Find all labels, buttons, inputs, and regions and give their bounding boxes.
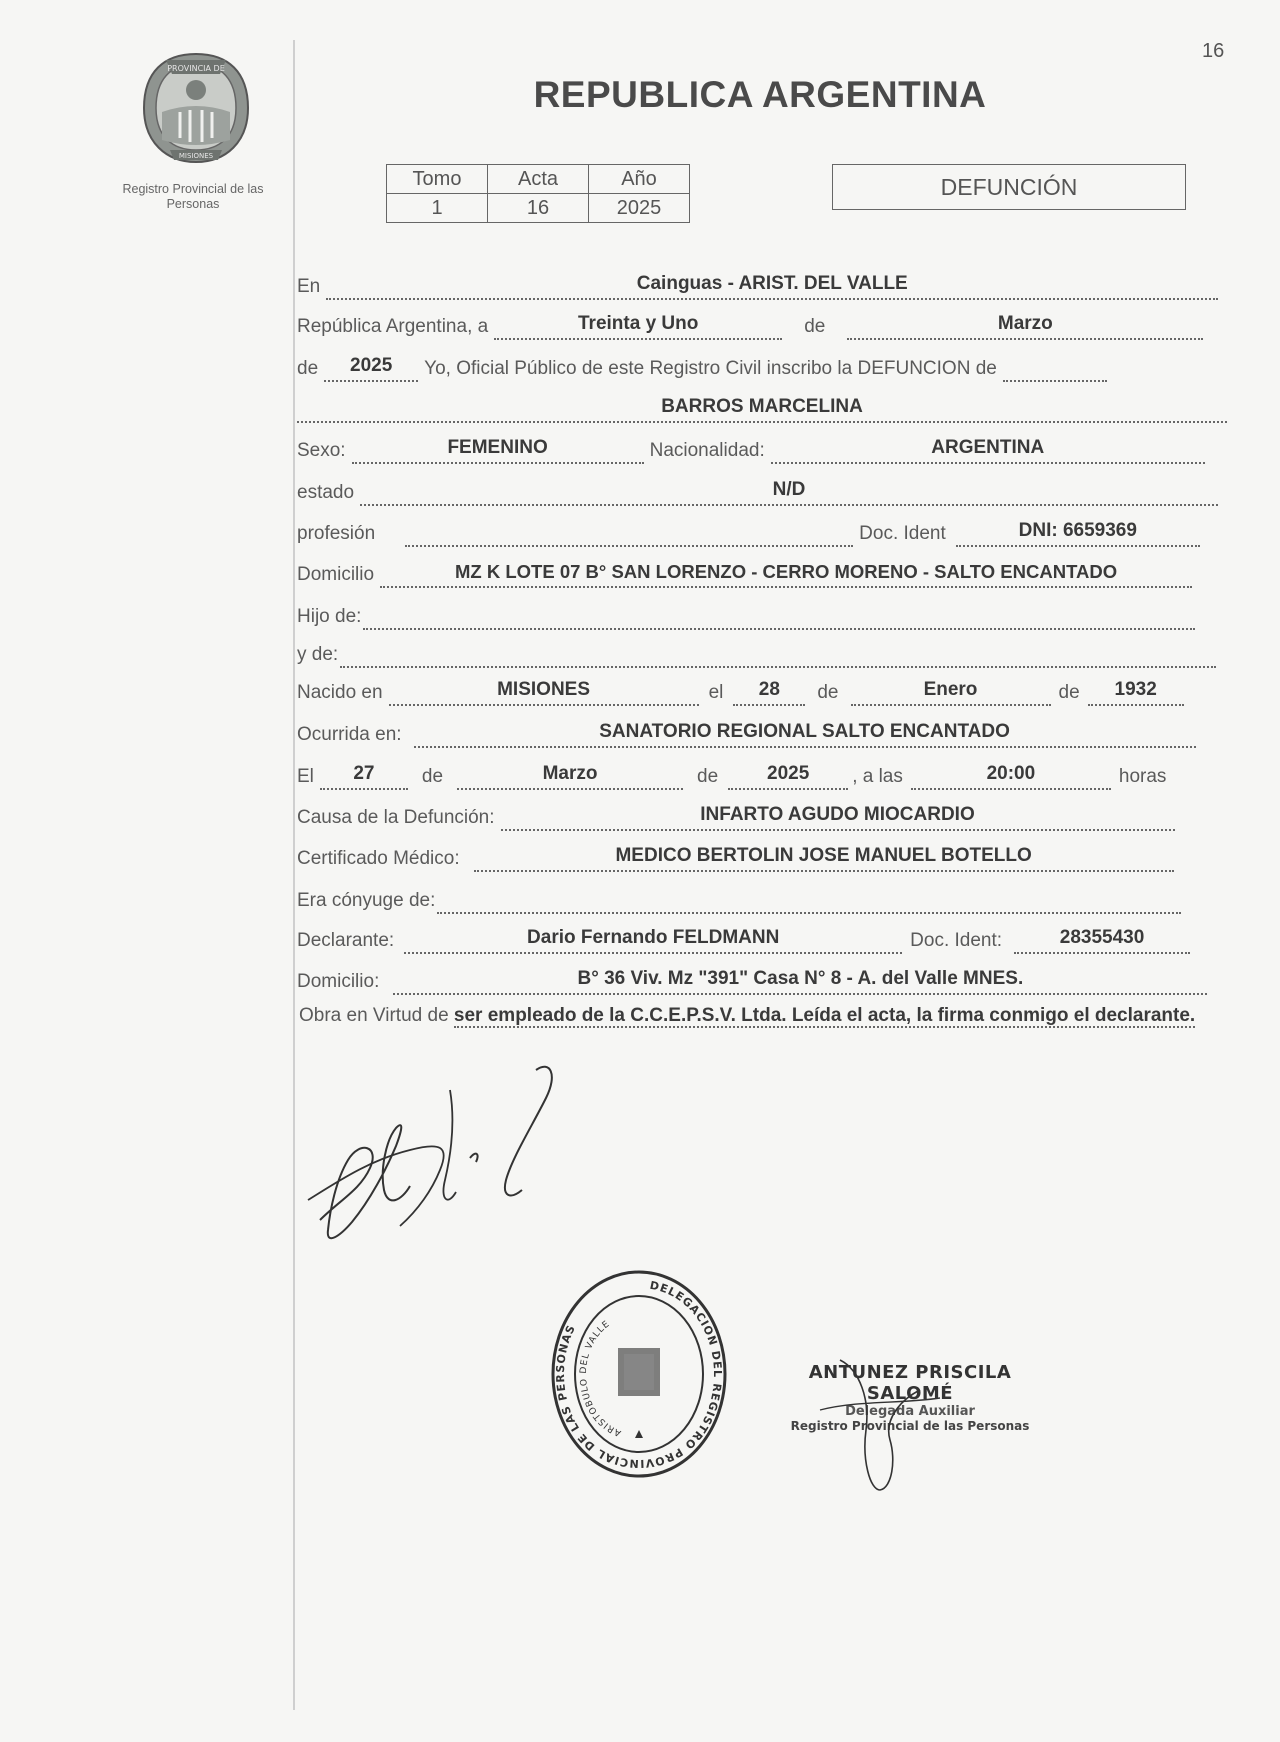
document-title: REPUBLICA ARGENTINA [533, 74, 987, 115]
obra-field: ser empleado de la C.C.E.P.S.V. Ltda. Leída el acta, la firma conmigo el declarante. [453, 1005, 1196, 1026]
anio-header: Año [589, 165, 690, 194]
book-reference-table [386, 164, 690, 223]
profesion-label: profesión [297, 523, 376, 544]
seal-inner-text: ARISTOBULO DEL VALLE [578, 1318, 623, 1438]
act-type-box: DEFUNCIÓN [832, 164, 1186, 210]
inscribo-blank [1003, 354, 1107, 382]
obra-paragraph [299, 1000, 1231, 1032]
horas-label: horas [1118, 766, 1167, 787]
acta-header: Acta [488, 165, 589, 194]
sexo-field: FEMENINO [352, 436, 644, 464]
estado-field: N/D [360, 478, 1218, 506]
official-signature [800, 1340, 950, 1500]
decl-domicilio-field: B° 36 Viv. Mz "391" Casa N° 8 - A. del Valle MNES. [393, 967, 1207, 995]
line-conyuge [297, 884, 1181, 914]
ocurrida-label: Ocurrida en: [297, 724, 402, 745]
hijo-field [363, 602, 1195, 630]
line-lugar [297, 270, 1218, 300]
domicilio-label: Domicilio [297, 564, 375, 585]
margin-line [293, 40, 295, 1710]
causa-field: INFARTO AGUDO MIOCARDIO [501, 803, 1175, 831]
declarante-label: Declarante: [297, 930, 395, 951]
nac-dia-field: 28 [733, 678, 805, 706]
registry-label: Registro Provincial de las Personas [122, 182, 264, 211]
page-number: 16 [1202, 40, 1225, 62]
def-anio-field: 2025 [728, 762, 848, 790]
anio-value: 2025 [589, 194, 690, 223]
line-profesion [297, 517, 1200, 547]
de-label-4: de [1058, 682, 1080, 703]
de-label-2: de [297, 358, 319, 379]
line-ocurrida [297, 718, 1196, 748]
nacido-label: Nacido en [297, 682, 383, 703]
tomo-value: 1 [387, 194, 488, 223]
a-las-label: , a las [852, 766, 903, 787]
official-role: Delegada Auxiliar [845, 1404, 975, 1419]
mes-acta-field: Marzo [847, 312, 1203, 340]
line-domicilio [297, 558, 1192, 588]
line-decl-domicilio [297, 965, 1207, 995]
emblem-inscription-top: PROVINCIA DE [167, 64, 225, 73]
line-declarante [297, 924, 1190, 954]
de-label-6: de [697, 766, 719, 787]
nombre-field: BARROS MARCELINA [297, 395, 1227, 423]
conyuge-label: Era cónyuge de: [297, 890, 436, 911]
def-mes-field: Marzo [457, 762, 683, 790]
El-label: El [297, 766, 314, 787]
book-value-row [387, 194, 690, 223]
registry-seal [550, 1270, 728, 1478]
book-header-row [387, 165, 690, 194]
official-office: Registro Provincial de las Personas [790, 1419, 1030, 1433]
nac-anio-field: 1932 [1088, 678, 1184, 706]
y-de-label: y de: [297, 644, 339, 665]
dia-acta-field: Treinta y Uno [494, 312, 782, 340]
y-de-field [340, 640, 1216, 668]
en-label: En [297, 276, 321, 297]
nacido-en-field: MISIONES [389, 678, 699, 706]
ocurrida-en-field: SANATORIO REGIONAL SALTO ENCANTADO [414, 720, 1196, 748]
declarante-field: Dario Fernando FELDMANN [404, 926, 902, 954]
doc-ident-label: Doc. Ident [859, 523, 946, 544]
certificado-field: MEDICO BERTOLIN JOSE MANUEL BOTELLO [474, 844, 1174, 872]
doc-ident-field: DNI: 6659369 [956, 519, 1200, 547]
line-certificado [297, 842, 1174, 872]
profesion-field [405, 519, 853, 547]
line-causa [297, 801, 1175, 831]
declarant-signature [300, 1050, 580, 1260]
decl-domicilio-label: Domicilio: [297, 971, 380, 992]
nac-mes-field: Enero [851, 678, 1051, 706]
de-label: de [804, 316, 826, 337]
svg-text:ARISTOBULO DEL VALLE [579, 1319, 623, 1438]
anio-acta-field: 2025 [324, 354, 418, 382]
emblem-inscription-bottom: MISIONES [178, 152, 214, 160]
line-hijo [297, 600, 1195, 630]
hora-field: 20:00 [911, 762, 1111, 790]
de-label-3: de [817, 682, 839, 703]
line-inscripcion [297, 352, 1107, 382]
conyuge-field [437, 886, 1181, 914]
decl-doc-label: Doc. Ident: [910, 930, 1003, 951]
sexo-label: Sexo: [297, 440, 346, 461]
republica-label: República Argentina, a [297, 316, 489, 337]
tomo-header: Tomo [387, 165, 488, 194]
def-dia-field: 27 [320, 762, 408, 790]
line-nombre [297, 393, 1227, 423]
hijo-label: Hijo de: [297, 606, 362, 627]
domicilio-field: MZ K LOTE 07 B° SAN LORENZO - CERRO MORENO - SALTO ENCANTADO [380, 560, 1192, 588]
line-nacimiento [297, 676, 1184, 706]
nacionalidad-label: Nacionalidad: [649, 440, 765, 461]
de-label-5: de [421, 766, 444, 787]
certificado-label: Certificado Médico: [297, 848, 460, 869]
decl-doc-field: 28355430 [1014, 926, 1190, 954]
causa-label: Causa de la Defunción: [297, 807, 495, 828]
line-y-de [297, 638, 1216, 668]
inscribo-text: Yo, Oficial Público de este Registro Civil inscribo la DEFUNCION de [424, 358, 997, 379]
line-sexo [297, 434, 1205, 464]
line-fecha-acta [297, 310, 1203, 340]
acta-value: 16 [488, 194, 589, 223]
obra-label: Obra en Virtud de [299, 1005, 449, 1026]
estado-label: estado [297, 482, 355, 503]
line-fecha-defuncion [297, 760, 1166, 790]
provincial-coat-of-arms-icon [140, 50, 252, 166]
el-label: el [708, 682, 724, 703]
nacionalidad-field: ARGENTINA [771, 436, 1205, 464]
lugar-field: Cainguas - ARIST. DEL VALLE [326, 272, 1218, 300]
seal-outer-text: DELEGACION DEL REGISTRO PROVINCIAL DE LAS PERSONAS [553, 1278, 725, 1471]
line-estado [297, 476, 1218, 506]
official-name: ANTUNEZ PRISCILA SALOMÉ [808, 1362, 1012, 1404]
